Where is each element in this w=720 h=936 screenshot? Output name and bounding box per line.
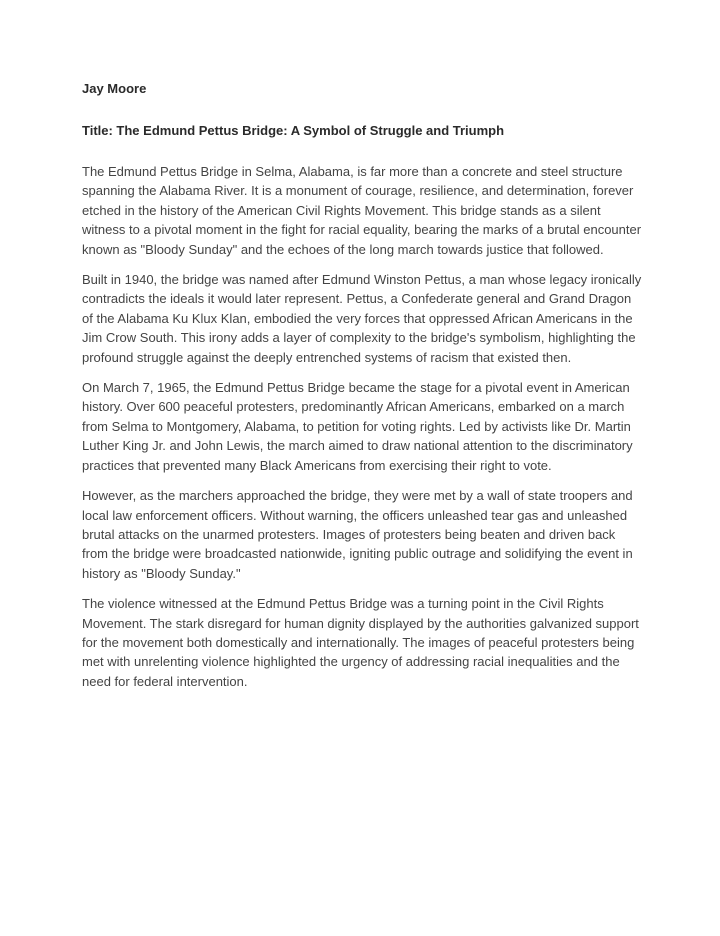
document-body <box>82 80 642 702</box>
paragraph: Built in 1940, the bridge was named after Edmund Winston Pettus, a man whose legacy ironically contradicts the ideals it would later represent. Pettus, a Confederate general and Grand Dragon of the Alabama Ku Klux Klan, embodied the very forces that oppressed African Americans in the Jim Crow South. This irony adds a layer of complexity to the bridge's symbolism, highlighting the profound struggle against the deeply entrenched systems of racism that existed then. <box>82 272 642 365</box>
page-bottom-margin <box>0 820 720 936</box>
document-title: Title: The Edmund Pettus Bridge: A Symbol of Struggle and Triumph <box>82 123 505 138</box>
paragraph: The violence witnessed at the Edmund Pettus Bridge was a turning point in the Civil Rights Movement. The stark disregard for human dignity displayed by the authorities galvanized support for the movement both domestically and internationally. The images of peaceful protesters being met with unrelenting violence highlighted the urgency of addressing racial inequalities and the need for federal intervention. <box>82 596 639 689</box>
author-name: Jay Moore <box>82 81 147 96</box>
paragraph: On March 7, 1965, the Edmund Pettus Bridge became the stage for a pivotal event in American history. Over 600 peaceful protesters, predominantly African Americans, embarked on a march from Selma to Montgomery, Alabama, to petition for voting rights. Led by activists like Dr. Martin Luther King Jr. and John Lewis, the march aimed to draw national attention to the discriminatory practices that prevented many Black Americans from exercising their right to vote. <box>82 380 633 473</box>
paragraph: However, as the marchers approached the bridge, they were met by a wall of state troopers and local law enforcement officers. Without warning, the officers unleashed tear gas and unleashed brutal attacks on the unarmed protesters. Images of protesters being beaten and driven back from the bridge were broadcasted nationwide, igniting public outrage and solidifying the event in history as "Bloody Sunday." <box>82 488 633 581</box>
paragraph: The Edmund Pettus Bridge in Selma, Alabama, is far more than a concrete and steel structure spanning the Alabama River. It is a monument of courage, resilience, and determination, forever etched in the history of the American Civil Rights Movement. This bridge stands as a silent witness to a pivotal moment in the fight for racial equality, bearing the marks of a brutal encounter known as "Bloody Sunday" and the echoes of the long march towards justice that followed. <box>82 164 642 257</box>
